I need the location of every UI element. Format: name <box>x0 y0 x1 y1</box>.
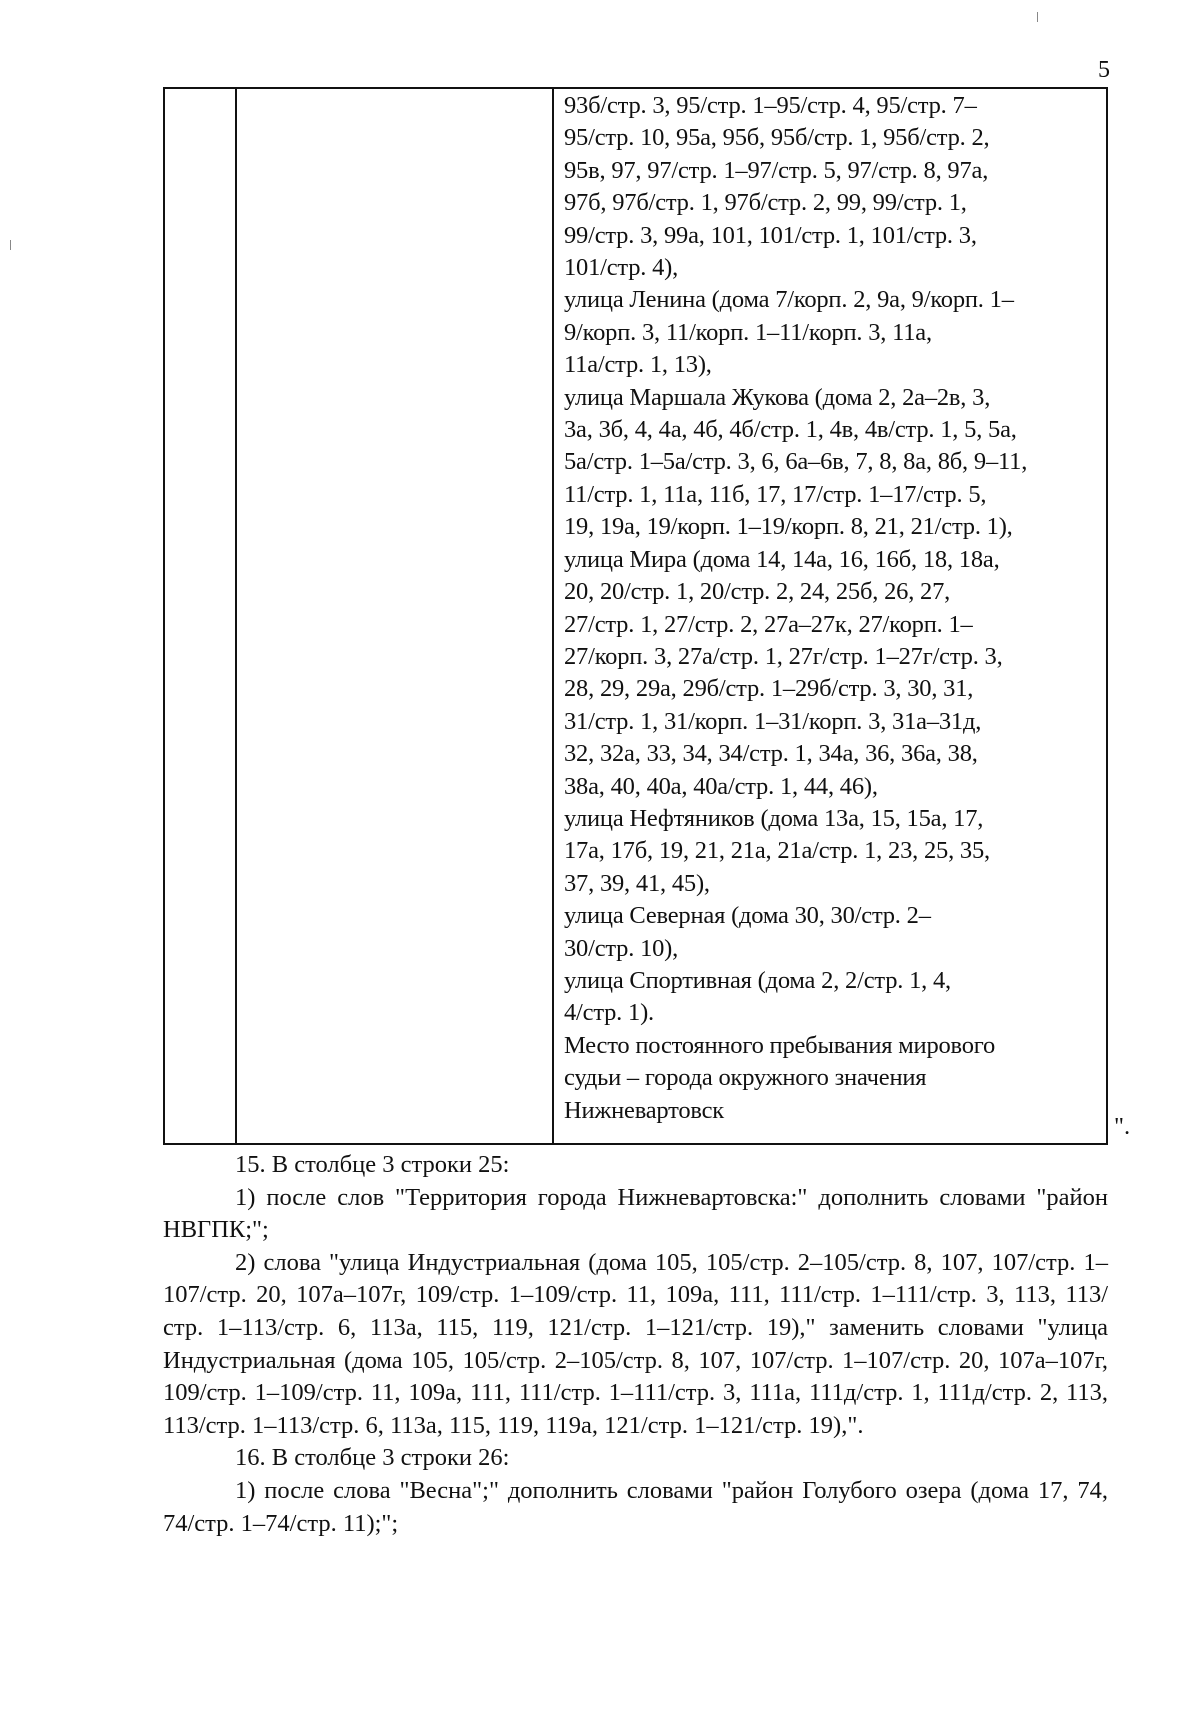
cell-line: Место постоянного пребывания мирового <box>564 1031 996 1059</box>
cell-line: 30/стр. 10), <box>564 934 679 962</box>
cell-line: 95в, 97, 97/стр. 1–97/стр. 5, 97/стр. 8, 97а, <box>564 156 989 184</box>
closing-quote-mark: ". <box>1114 1113 1131 1140</box>
item-15-heading: 15. В столбце 3 строки 25: <box>235 1151 510 1178</box>
cell-line: судьи – города окружного значения <box>564 1064 927 1092</box>
column-divider-1 <box>235 89 237 1143</box>
cell-line: улица Маршала Жукова (дома 2, 2а–2в, 3, <box>564 383 991 411</box>
scan-artifact <box>1037 12 1038 22</box>
cell-line: 20, 20/стр. 1, 20/стр. 2, 24, 25б, 26, 27, <box>564 578 951 606</box>
cell-line: 4/стр. 1). <box>564 999 654 1027</box>
cell-line: 27/стр. 1, 27/стр. 2, 27а–27к, 27/корп. 1– <box>564 610 973 638</box>
cell-line: улица Северная (дома 30, 30/стр. 2– <box>564 902 931 930</box>
cell-line: улица Ленина (дома 7/корп. 2, 9а, 9/корп. 1– <box>564 286 1014 314</box>
amendment-text <box>163 1149 1108 1540</box>
item-15-point-1: 1) после слов "Территория города Нижневартовска:" дополнить словами "район НВГПК;"; <box>163 1183 1108 1244</box>
cell-line: 3а, 3б, 4, 4а, 4б, 4б/стр. 1, 4в, 4в/стр. 1, 5, 5а, <box>564 416 1017 444</box>
column-divider-2 <box>552 89 554 1143</box>
cell-line: 95/стр. 10, 95а, 95б, 95б/стр. 1, 95б/стр. 2, <box>564 124 990 152</box>
item-15-point-2: 2) слова "улица Индустриальная (дома 105, 105/стр. 2–105/стр. 8, 107, 107/стр. 1–107/стр. 20, 107а–107г, 109/стр. 1–109/стр. 11, 109а, 111, 111/стр. 1–111/стр. 3, 113, 113/стр. 1–113/стр. 6, 113а, 115, 119, 121/стр. 1–121/стр. 19)," заменить словами "улица Индустриальная (дома 105, 105/стр. 2–105/стр. 8, 107, 107/стр. 1–107/стр. 20, 107а–107г, 109/стр. 1–109/стр. 11, 109а, 111, 111/стр. 1–111/стр. 3, 111а, 111д/стр. 1, 111д/стр. 2, 113, 113/стр. 1–113/стр. 6, 113а, 115, 119, 119а, 121/стр. 1–121/стр. 19),". <box>163 1248 1108 1439</box>
cell-line: Нижневартовск <box>564 1096 724 1124</box>
cell-line: 37, 39, 41, 45), <box>564 869 710 897</box>
cell-line: улица Спортивная (дома 2, 2/стр. 1, 4, <box>564 966 951 994</box>
cell-line: 101/стр. 4), <box>564 254 679 282</box>
cell-line: 28, 29, 29а, 29б/стр. 1–29б/стр. 3, 30, 31, <box>564 675 974 703</box>
table-cell-column-3 <box>564 90 1094 1127</box>
cell-line: 99/стр. 3, 99а, 101, 101/стр. 1, 101/стр. 3, <box>564 221 977 249</box>
item-16-point-1: 1) после слова "Весна";" дополнить словами "район Голубого озера (дома 17, 74, 74/стр. 1–74/стр. 11);"; <box>163 1476 1108 1537</box>
cell-line: 93б/стр. 3, 95/стр. 1–95/стр. 4, 95/стр. 7– <box>564 92 977 119</box>
cell-line: 32, 32а, 33, 34, 34/стр. 1, 34а, 36, 36а, 38, <box>564 740 978 768</box>
cell-line: улица Нефтяников (дома 13а, 15, 15а, 17, <box>564 804 984 832</box>
scan-artifact <box>10 240 11 250</box>
page-number: 5 <box>1098 57 1110 83</box>
cell-line: 31/стр. 1, 31/корп. 1–31/корп. 3, 31а–31д, <box>564 707 982 735</box>
cell-line: 19, 19а, 19/корп. 1–19/корп. 8, 21, 21/стр. 1), <box>564 513 1013 541</box>
cell-line: 5а/стр. 1–5а/стр. 3, 6, 6а–6в, 7, 8, 8а, 8б, 9–11, <box>564 448 1028 476</box>
cell-line: 27/корп. 3, 27а/стр. 1, 27г/стр. 1–27г/стр. 3, <box>564 642 1003 670</box>
cell-line: 11а/стр. 1, 13), <box>564 351 712 379</box>
cell-line: 38а, 40, 40а, 40а/стр. 1, 44, 46), <box>564 772 878 800</box>
cell-line: 11/стр. 1, 11а, 11б, 17, 17/стр. 1–17/стр. 5, <box>564 480 987 508</box>
amendment-table <box>163 87 1108 1145</box>
cell-line: 17а, 17б, 19, 21, 21а, 21а/стр. 1, 23, 25, 35, <box>564 837 990 865</box>
cell-line: 97б, 97б/стр. 1, 97б/стр. 2, 99, 99/стр. 1, <box>564 189 967 217</box>
cell-line: улица Мира (дома 14, 14а, 16, 16б, 18, 18а, <box>564 545 1000 573</box>
item-16-heading: 16. В столбце 3 строки 26: <box>235 1444 510 1472</box>
cell-line: 9/корп. 3, 11/корп. 1–11/корп. 3, 11а, <box>564 318 932 346</box>
